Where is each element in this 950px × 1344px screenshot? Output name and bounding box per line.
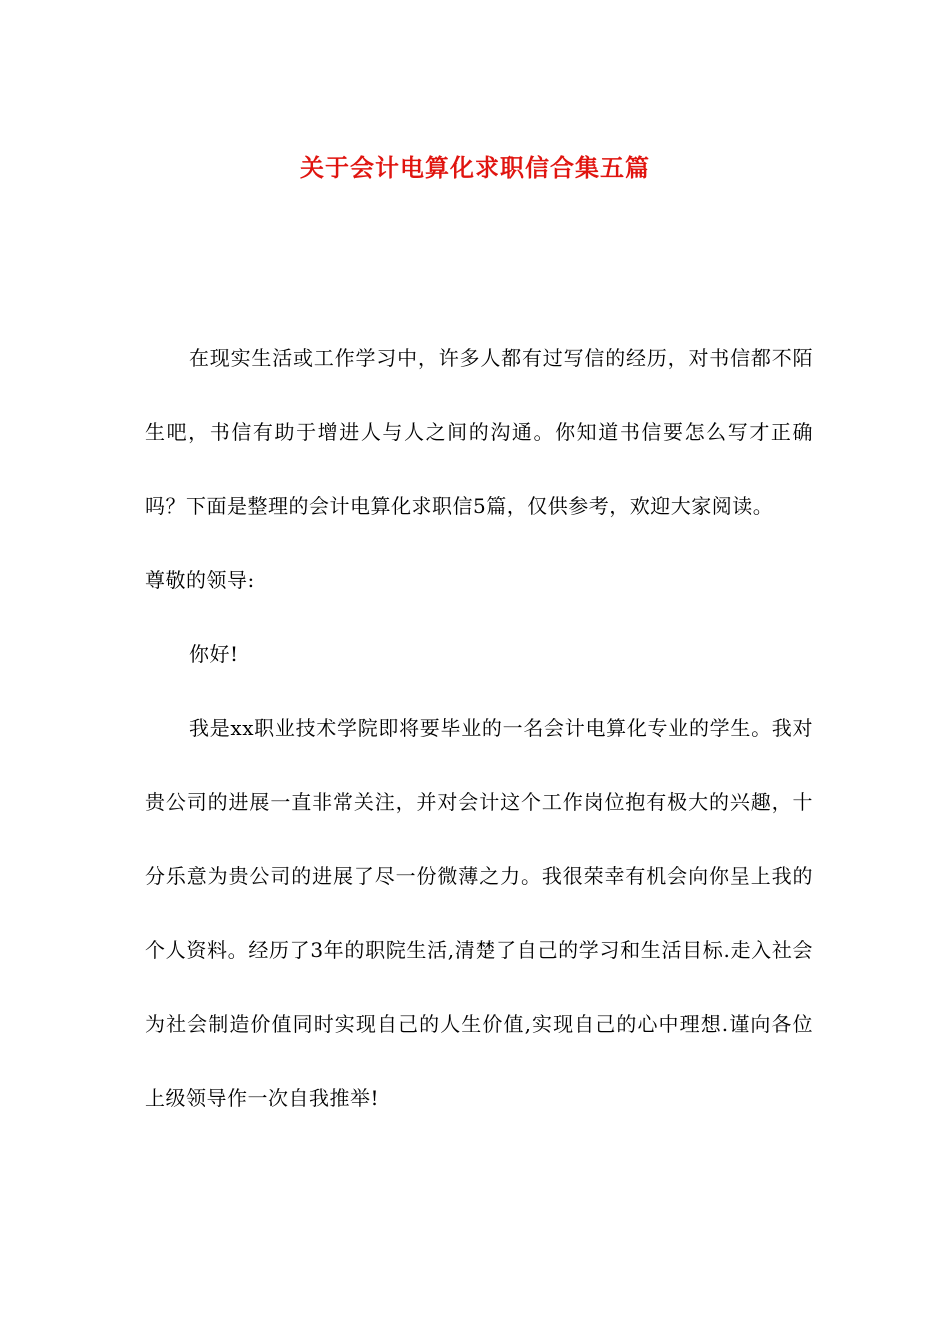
intro-paragraph: 在现实生活或工作学习中，许多人都有过写信的经历，对书信都不陌生吧，书信有助于增进人与人之间的沟通。你知道书信要怎么写才正确吗？下面是整理的会计电算化求职信5篇，仅供参考，欢迎大家阅读。 (145, 346, 813, 518)
document-title: 关于会计电算化求职信合集五篇 (300, 154, 650, 183)
document-body (145, 321, 813, 1135)
salutation: 尊敬的领导: (145, 568, 255, 592)
greeting: 你好! (189, 642, 239, 666)
body-paragraph: 我是xx职业技术学院即将要毕业的一名会计电算化专业的学生。我对贵公司的进展一直非常关注，并对会计这个工作岗位抱有极大的兴趣，十分乐意为贵公司的进展了尽一份微薄之力。我很荣幸有机会向你呈上我的个人资料。经历了3年的职院生活,清楚了自己的学习和生活目标.走入社会为社会制造价值同时实现自己的人生价值,实现自己的心中理想.谨向各位上级领导作一次自我推举! (145, 716, 813, 1110)
